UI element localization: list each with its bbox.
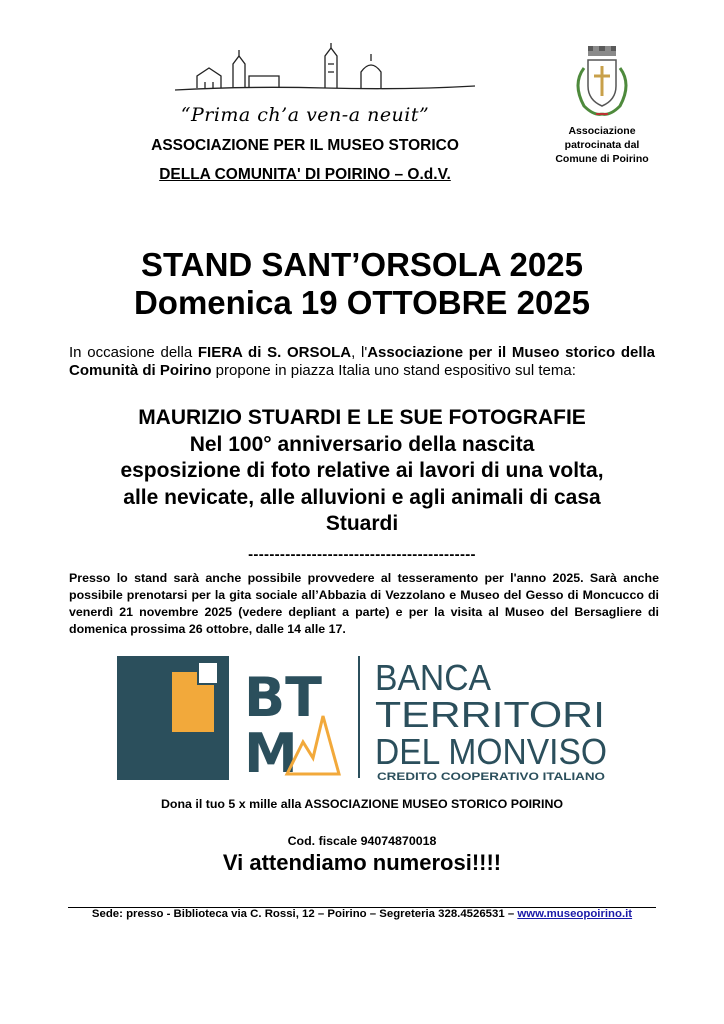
intro-association-name: Associazione per il Museo storico della Comunità di Poirino: [69, 344, 656, 379]
fiscal-code: Cod. fiscale 94074870018: [287, 834, 437, 848]
bank-name-line2: TERRITORI: [375, 694, 605, 735]
intro-text: , l': [351, 344, 368, 361]
patronage-line: Associazione: [568, 125, 636, 137]
exhibition-theme: [40, 405, 684, 538]
event-title: STAND SANT’ORSOLA 2025: [141, 246, 583, 283]
association-name-line2-text: DELLA COMUNITA' DI POIRINO – O.d.V.: [159, 166, 451, 183]
poirino-skyline-drawing: [175, 42, 475, 98]
logo-mark-m: M: [244, 722, 298, 785]
footer: [0, 908, 724, 920]
footer-address: Sede: presso - Biblioteca via C. Rossi, 12 – Poirino – Segreteria 328.4526531 –: [91, 908, 518, 920]
info-paragraph: Presso lo stand sarà anche possibile provvedere al tesseramento per l'anno 2025. Sarà anche possibile prenotarsi per la gita sociale all’Abbazia di Vezzolano e Museo del Gesso di Moncucco di venerdì 21 novembre 2025 (vedere depliant a parte) e per la visita al Museo del Bersagliere di domenica prossima 26 ottobre, dalle 14 alle 17.: [69, 571, 659, 636]
separator-line: -------------------------------------------: [248, 546, 476, 563]
theme-line: esposizione di foto relative ai lavori di una volta,: [120, 459, 604, 482]
intro-text: propone in piazza Italia uno stand espositivo sul tema:: [211, 362, 576, 379]
intro-paragraph: [69, 344, 655, 380]
logo-white-square: [198, 662, 218, 684]
website-link[interactable]: www.museopoirino.it: [517, 908, 633, 920]
intro-text: In occasione della: [69, 344, 198, 361]
logo-divider: [358, 656, 360, 778]
bank-name-line3: DEL MONVISO: [375, 731, 607, 772]
patronage-line: Comune di Poirino: [555, 153, 649, 165]
patronage-note: [552, 124, 652, 166]
patronage-line: patrocinata dal: [564, 139, 640, 151]
theme-line: Nel 100° anniversario della nascita: [189, 432, 535, 456]
theme-line: alle nevicate, alle alluvioni e agli animali di casa: [123, 485, 601, 509]
closing-message: Vi attendiamo numerosi!!!!: [222, 850, 502, 875]
association-motto: “Prima ch’a ven-a neuit”: [180, 104, 430, 126]
intro-fair-name: FIERA di S. ORSOLA: [197, 344, 352, 361]
theme-title: MAURIZIO STUARDI E LE SUE FOTOGRAFIE: [138, 406, 586, 429]
donation-appeal: Dona il tuo 5 x mille alla ASSOCIAZIONE MUSEO STORICO POIRINO: [160, 797, 564, 811]
association-name-line1: ASSOCIAZIONE PER IL MUSEO STORICO: [151, 137, 459, 154]
bank-tagline: CREDITO COOPERATIVO ITALIANO: [377, 771, 606, 783]
association-name-line2: [100, 166, 510, 184]
poirino-coat-of-arms-icon: [566, 44, 638, 122]
event-date: Domenica 19 OTTOBRE 2025: [133, 284, 591, 321]
bank-name-line1: BANCA: [375, 657, 491, 698]
logo-mark-bt: BT: [244, 666, 322, 729]
bank-sponsor-logo: [117, 650, 620, 790]
theme-line: Stuardi: [325, 512, 399, 535]
